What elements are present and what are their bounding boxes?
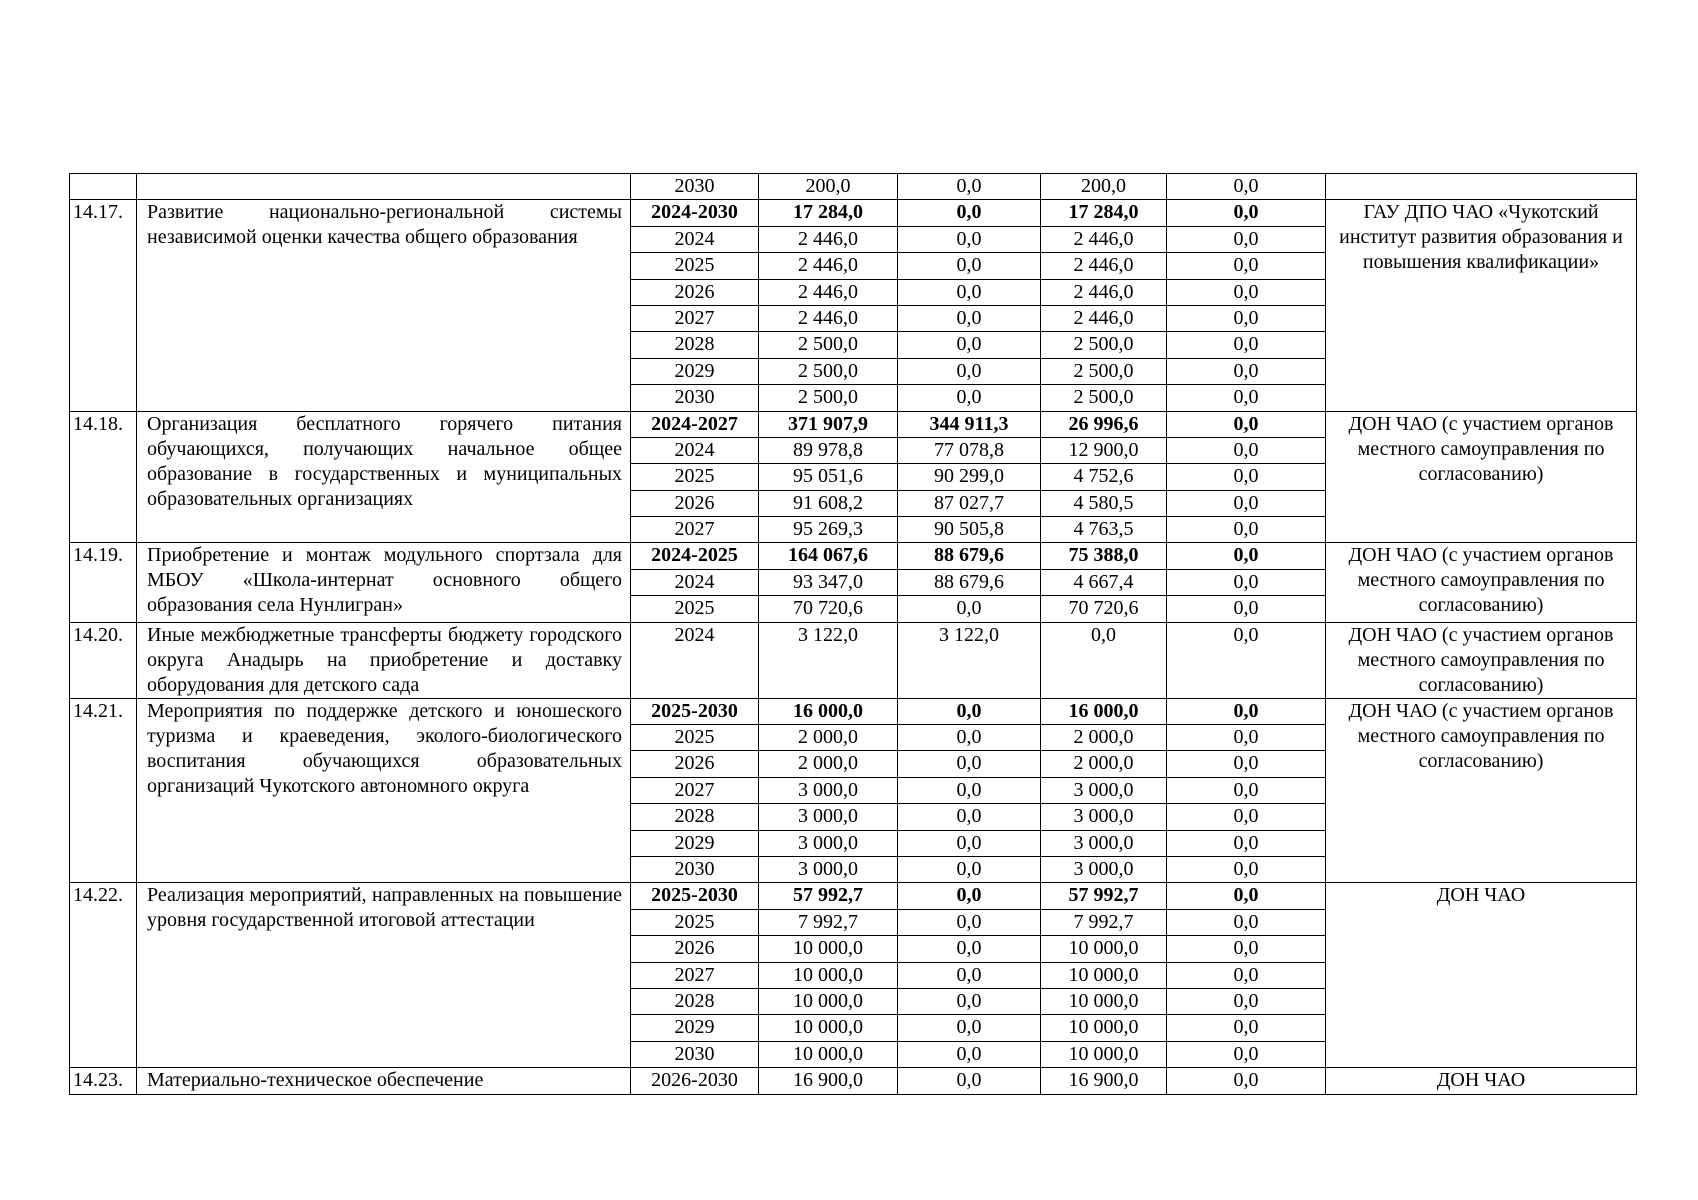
budget-table xyxy=(69,173,1637,1095)
period-cell: 2025 xyxy=(631,253,759,279)
executor-cell: ДОН ЧАО (с участием органов местного самоуправления по согласованию) xyxy=(1326,543,1637,622)
total-cell: 3 000,0 xyxy=(759,830,898,856)
period-cell: 2027 xyxy=(631,777,759,803)
item-name: Реализация мероприятий, направленных на повышение уровня государственной итоговой аттестации xyxy=(137,883,631,1068)
regional-cell: 10 000,0 xyxy=(1041,962,1167,988)
executor-cell: ГАУ ДПО ЧАО «Чукотский институт развития образования и повышения квалификации» xyxy=(1326,200,1637,411)
federal-cell: 0,0 xyxy=(898,305,1041,331)
federal-cell: 0,0 xyxy=(898,253,1041,279)
local-cell: 0,0 xyxy=(1167,174,1326,200)
period-cell: 2027 xyxy=(631,962,759,988)
item-name: Приобретение и монтаж модульного спортзала для МБОУ «Школа-интернат основного общего образования села Нунлигран» xyxy=(137,543,631,622)
federal-cell: 0,0 xyxy=(898,332,1041,358)
federal-cell: 0,0 xyxy=(898,596,1041,622)
period-cell: 2024 xyxy=(631,437,759,463)
table-row xyxy=(70,411,1637,437)
period-cell: 2024-2030 xyxy=(631,200,759,226)
regional-cell: 16 000,0 xyxy=(1041,698,1167,724)
federal-cell: 77 078,8 xyxy=(898,437,1041,463)
regional-cell: 26 996,6 xyxy=(1041,411,1167,437)
local-cell: 0,0 xyxy=(1167,1015,1326,1041)
local-cell: 0,0 xyxy=(1167,804,1326,830)
item-name xyxy=(137,174,631,200)
item-name: Мероприятия по поддержке детского и юношеского туризма и краеведения, эколого-биологического воспитания обучающихся образовательных организаций Чукотского автономного округа xyxy=(137,698,631,883)
local-cell: 0,0 xyxy=(1167,437,1326,463)
federal-cell: 344 911,3 xyxy=(898,411,1041,437)
federal-cell: 0,0 xyxy=(898,698,1041,724)
total-cell: 16 900,0 xyxy=(759,1068,898,1094)
period-cell: 2030 xyxy=(631,1041,759,1067)
executor-cell xyxy=(1326,174,1637,200)
total-cell: 17 284,0 xyxy=(759,200,898,226)
local-cell: 0,0 xyxy=(1167,777,1326,803)
local-cell: 0,0 xyxy=(1167,253,1326,279)
regional-cell: 200,0 xyxy=(1041,174,1167,200)
regional-cell: 57 992,7 xyxy=(1041,883,1167,909)
federal-cell: 0,0 xyxy=(898,174,1041,200)
total-cell: 10 000,0 xyxy=(759,988,898,1014)
regional-cell: 17 284,0 xyxy=(1041,200,1167,226)
federal-cell: 0,0 xyxy=(898,936,1041,962)
regional-cell: 4 763,5 xyxy=(1041,517,1167,543)
item-number: 14.19. xyxy=(70,543,137,622)
total-cell: 3 000,0 xyxy=(759,804,898,830)
period-cell: 2026-2030 xyxy=(631,1068,759,1094)
regional-cell: 10 000,0 xyxy=(1041,1015,1167,1041)
table-row xyxy=(70,698,1637,724)
local-cell: 0,0 xyxy=(1167,883,1326,909)
federal-cell: 90 299,0 xyxy=(898,464,1041,490)
regional-cell: 7 992,7 xyxy=(1041,909,1167,935)
local-cell: 0,0 xyxy=(1167,1068,1326,1094)
local-cell: 0,0 xyxy=(1167,830,1326,856)
regional-cell: 2 446,0 xyxy=(1041,279,1167,305)
local-cell: 0,0 xyxy=(1167,751,1326,777)
period-cell: 2024-2027 xyxy=(631,411,759,437)
period-cell: 2025 xyxy=(631,725,759,751)
item-number xyxy=(70,174,137,200)
period-cell: 2030 xyxy=(631,385,759,411)
period-cell: 2024 xyxy=(631,226,759,252)
local-cell: 0,0 xyxy=(1167,358,1326,384)
federal-cell: 0,0 xyxy=(898,751,1041,777)
period-cell: 2024-2025 xyxy=(631,543,759,569)
local-cell: 0,0 xyxy=(1167,385,1326,411)
period-cell: 2026 xyxy=(631,279,759,305)
period-cell: 2029 xyxy=(631,358,759,384)
table-row xyxy=(70,174,1637,200)
local-cell: 0,0 xyxy=(1167,962,1326,988)
local-cell: 0,0 xyxy=(1167,332,1326,358)
total-cell: 2 000,0 xyxy=(759,725,898,751)
total-cell: 7 992,7 xyxy=(759,909,898,935)
federal-cell: 0,0 xyxy=(898,279,1041,305)
regional-cell: 2 446,0 xyxy=(1041,226,1167,252)
federal-cell: 87 027,7 xyxy=(898,490,1041,516)
period-cell: 2028 xyxy=(631,804,759,830)
local-cell: 0,0 xyxy=(1167,490,1326,516)
period-cell: 2025 xyxy=(631,909,759,935)
local-cell: 0,0 xyxy=(1167,856,1326,882)
local-cell: 0,0 xyxy=(1167,725,1326,751)
federal-cell: 0,0 xyxy=(898,385,1041,411)
total-cell: 10 000,0 xyxy=(759,936,898,962)
total-cell: 10 000,0 xyxy=(759,962,898,988)
local-cell: 0,0 xyxy=(1167,226,1326,252)
federal-cell: 0,0 xyxy=(898,830,1041,856)
period-cell: 2028 xyxy=(631,332,759,358)
table-row xyxy=(70,543,1637,569)
total-cell: 10 000,0 xyxy=(759,1015,898,1041)
executor-cell: ДОН ЧАО xyxy=(1326,1068,1637,1094)
total-cell: 70 720,6 xyxy=(759,596,898,622)
local-cell: 0,0 xyxy=(1167,622,1326,698)
local-cell: 0,0 xyxy=(1167,988,1326,1014)
total-cell: 164 067,6 xyxy=(759,543,898,569)
local-cell: 0,0 xyxy=(1167,698,1326,724)
item-number: 14.23. xyxy=(70,1068,137,1094)
table-row xyxy=(70,200,1637,226)
regional-cell: 4 667,4 xyxy=(1041,569,1167,595)
regional-cell: 3 000,0 xyxy=(1041,804,1167,830)
total-cell: 2 446,0 xyxy=(759,253,898,279)
federal-cell: 0,0 xyxy=(898,358,1041,384)
period-cell: 2025 xyxy=(631,596,759,622)
federal-cell: 0,0 xyxy=(898,962,1041,988)
federal-cell: 0,0 xyxy=(898,909,1041,935)
item-name: Материально-техническое обеспечение xyxy=(137,1068,631,1094)
total-cell: 3 000,0 xyxy=(759,856,898,882)
table-body xyxy=(70,174,1637,1095)
regional-cell: 2 446,0 xyxy=(1041,305,1167,331)
item-number: 14.18. xyxy=(70,411,137,543)
regional-cell: 0,0 xyxy=(1041,622,1167,698)
table-row xyxy=(70,1068,1637,1094)
period-cell: 2024 xyxy=(631,569,759,595)
local-cell: 0,0 xyxy=(1167,464,1326,490)
period-cell: 2025-2030 xyxy=(631,698,759,724)
total-cell: 16 000,0 xyxy=(759,698,898,724)
federal-cell: 0,0 xyxy=(898,804,1041,830)
local-cell: 0,0 xyxy=(1167,936,1326,962)
local-cell: 0,0 xyxy=(1167,1041,1326,1067)
federal-cell: 0,0 xyxy=(898,226,1041,252)
local-cell: 0,0 xyxy=(1167,543,1326,569)
period-cell: 2024 xyxy=(631,622,759,698)
period-cell: 2026 xyxy=(631,490,759,516)
local-cell: 0,0 xyxy=(1167,279,1326,305)
total-cell: 200,0 xyxy=(759,174,898,200)
federal-cell: 88 679,6 xyxy=(898,543,1041,569)
federal-cell: 0,0 xyxy=(898,883,1041,909)
local-cell: 0,0 xyxy=(1167,909,1326,935)
regional-cell: 3 000,0 xyxy=(1041,856,1167,882)
period-cell: 2026 xyxy=(631,936,759,962)
total-cell: 91 608,2 xyxy=(759,490,898,516)
total-cell: 95 051,6 xyxy=(759,464,898,490)
total-cell: 2 000,0 xyxy=(759,751,898,777)
regional-cell: 10 000,0 xyxy=(1041,1041,1167,1067)
regional-cell: 10 000,0 xyxy=(1041,988,1167,1014)
period-cell: 2026 xyxy=(631,751,759,777)
regional-cell: 2 000,0 xyxy=(1041,751,1167,777)
executor-cell: ДОН ЧАО (с участием органов местного самоуправления по согласованию) xyxy=(1326,622,1637,698)
item-name: Иные межбюджетные трансферты бюджету городского округа Анадырь на приобретение и доставку оборудования для детского сада xyxy=(137,622,631,698)
period-cell: 2028 xyxy=(631,988,759,1014)
regional-cell: 2 500,0 xyxy=(1041,332,1167,358)
total-cell: 57 992,7 xyxy=(759,883,898,909)
federal-cell: 0,0 xyxy=(898,1041,1041,1067)
federal-cell: 0,0 xyxy=(898,725,1041,751)
regional-cell: 3 000,0 xyxy=(1041,830,1167,856)
regional-cell: 2 446,0 xyxy=(1041,253,1167,279)
total-cell: 371 907,9 xyxy=(759,411,898,437)
total-cell: 10 000,0 xyxy=(759,1041,898,1067)
table-row xyxy=(70,622,1637,698)
federal-cell: 0,0 xyxy=(898,988,1041,1014)
regional-cell: 16 900,0 xyxy=(1041,1068,1167,1094)
period-cell: 2030 xyxy=(631,856,759,882)
total-cell: 2 446,0 xyxy=(759,305,898,331)
regional-cell: 2 000,0 xyxy=(1041,725,1167,751)
federal-cell: 3 122,0 xyxy=(898,622,1041,698)
item-name: Организация бесплатного горячего питания обучающихся, получающих начальное общее образование в государственных и муниципальных образовательных организациях xyxy=(137,411,631,543)
federal-cell: 0,0 xyxy=(898,1068,1041,1094)
total-cell: 2 500,0 xyxy=(759,358,898,384)
regional-cell: 3 000,0 xyxy=(1041,777,1167,803)
period-cell: 2025 xyxy=(631,464,759,490)
period-cell: 2029 xyxy=(631,830,759,856)
regional-cell: 10 000,0 xyxy=(1041,936,1167,962)
item-number: 14.21. xyxy=(70,698,137,883)
total-cell: 89 978,8 xyxy=(759,437,898,463)
period-cell: 2027 xyxy=(631,305,759,331)
regional-cell: 12 900,0 xyxy=(1041,437,1167,463)
total-cell: 2 500,0 xyxy=(759,385,898,411)
local-cell: 0,0 xyxy=(1167,569,1326,595)
total-cell: 93 347,0 xyxy=(759,569,898,595)
executor-cell: ДОН ЧАО (с участием органов местного самоуправления по согласованию) xyxy=(1326,698,1637,883)
executor-cell: ДОН ЧАО (с участием органов местного самоуправления по согласованию) xyxy=(1326,411,1637,543)
local-cell: 0,0 xyxy=(1167,517,1326,543)
federal-cell: 0,0 xyxy=(898,1015,1041,1041)
federal-cell: 90 505,8 xyxy=(898,517,1041,543)
item-number: 14.17. xyxy=(70,200,137,411)
federal-cell: 0,0 xyxy=(898,200,1041,226)
regional-cell: 4 752,6 xyxy=(1041,464,1167,490)
total-cell: 2 446,0 xyxy=(759,279,898,305)
item-number: 14.22. xyxy=(70,883,137,1068)
local-cell: 0,0 xyxy=(1167,305,1326,331)
regional-cell: 2 500,0 xyxy=(1041,385,1167,411)
federal-cell: 0,0 xyxy=(898,777,1041,803)
total-cell: 95 269,3 xyxy=(759,517,898,543)
local-cell: 0,0 xyxy=(1167,411,1326,437)
total-cell: 3 000,0 xyxy=(759,777,898,803)
item-name: Развитие национально-региональной системы независимой оценки качества общего образования xyxy=(137,200,631,411)
total-cell: 2 500,0 xyxy=(759,332,898,358)
table-row xyxy=(70,883,1637,909)
period-cell: 2030 xyxy=(631,174,759,200)
item-number: 14.20. xyxy=(70,622,137,698)
federal-cell: 0,0 xyxy=(898,856,1041,882)
regional-cell: 70 720,6 xyxy=(1041,596,1167,622)
total-cell: 2 446,0 xyxy=(759,226,898,252)
local-cell: 0,0 xyxy=(1167,200,1326,226)
local-cell: 0,0 xyxy=(1167,596,1326,622)
period-cell: 2025-2030 xyxy=(631,883,759,909)
regional-cell: 2 500,0 xyxy=(1041,358,1167,384)
total-cell: 3 122,0 xyxy=(759,622,898,698)
regional-cell: 4 580,5 xyxy=(1041,490,1167,516)
period-cell: 2027 xyxy=(631,517,759,543)
regional-cell: 75 388,0 xyxy=(1041,543,1167,569)
period-cell: 2029 xyxy=(631,1015,759,1041)
executor-cell: ДОН ЧАО xyxy=(1326,883,1637,1068)
federal-cell: 88 679,6 xyxy=(898,569,1041,595)
